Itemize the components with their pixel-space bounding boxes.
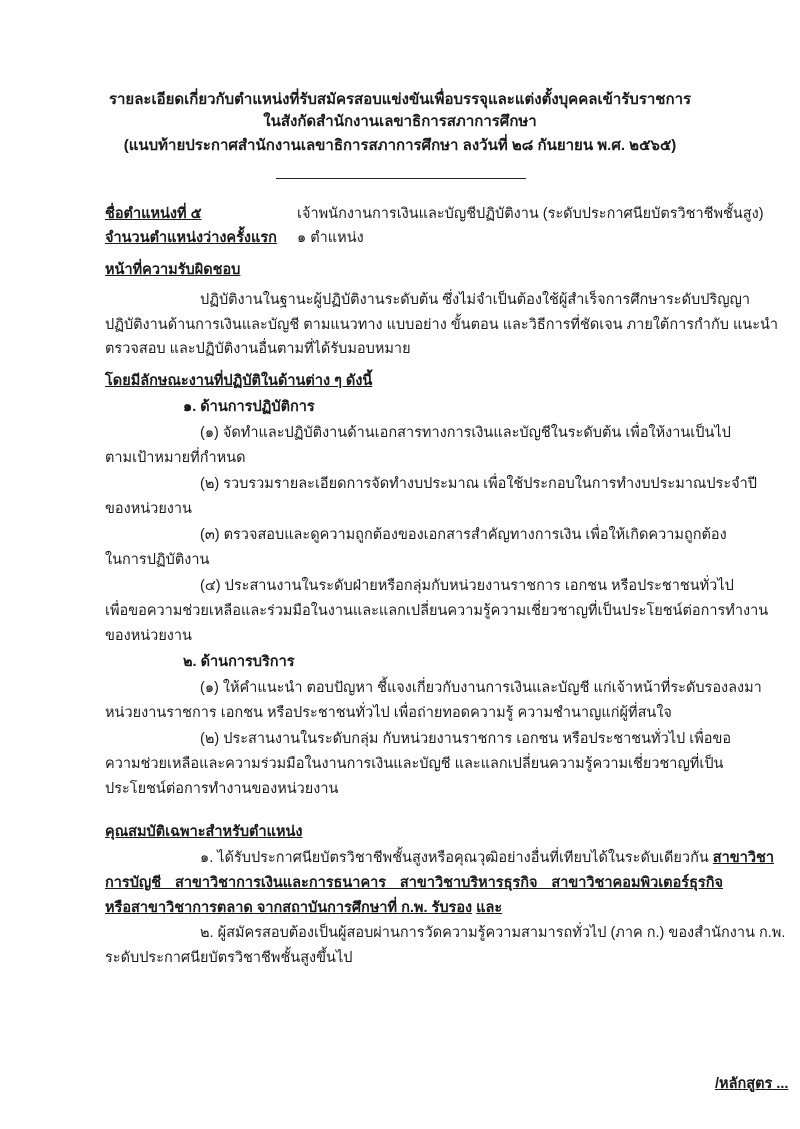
qualification-field: สาขาวิชา bbox=[712, 850, 774, 866]
operations-item: เพื่อขอความช่วยเหลือและร่วมมือในงานและแลกเปลี่ยนความรู้ความเชี่ยวชาญที่เป็นประโยชน์ต่อการทำงาน bbox=[105, 603, 769, 619]
operations-item: ของหน่วยงาน bbox=[105, 501, 192, 517]
tasks-heading: โดยมีลักษณะงานที่ปฏิบัติในด้านต่าง ๆ ดังนี้ bbox=[105, 373, 373, 389]
services-item: ประโยชน์ต่อการทำงานของหน่วยงาน bbox=[105, 781, 339, 797]
document-subtitle: ในสังกัดสำนักงานเลขาธิการสภาการศึกษา bbox=[263, 113, 537, 130]
operations-heading: ๑. ด้านการปฏิบัติการ bbox=[183, 399, 315, 415]
qualification-text: ๑. ได้รับประกาศนียบัตรวิชาชีพชั้นสูงหรือคุณวุฒิอย่างอื่นที่เทียบได้ในระดับเดียวกัน bbox=[200, 850, 713, 866]
vacancy-count-value: ๑ ตำแหน่ง bbox=[297, 230, 364, 246]
announcement-reference: (แนบท้ายประกาศสำนักงานเลขาธิการสภาการศึกษา ลงวันที่ ๒๘ กันยายน พ.ศ. ๒๕๖๕) bbox=[123, 137, 677, 154]
qualification-line: ๒. ผู้สมัครสอบต้องเป็นผู้สอบผ่านการวัดความรู้ความสามารถทั่วไป (ภาค ก.) ของสำนักงาน ก.พ. bbox=[200, 925, 786, 941]
duties-line: ตรวจสอบ และปฏิบัติงานอื่นตามที่ได้รับมอบหมาย bbox=[105, 341, 411, 357]
position-name-label: ชื่อตำแหน่งที่ ๕ bbox=[105, 206, 202, 222]
operations-item: ของหน่วยงาน bbox=[105, 628, 192, 644]
services-heading: ๒. ด้านการบริการ bbox=[183, 654, 295, 670]
services-item: (๑) ให้คำแนะนำ ตอบปัญหา ชี้แจงเกี่ยวกับงานการเงินและบัญชี แก่เจ้าหน้าที่ระดับรองลงมา bbox=[200, 680, 762, 696]
operations-item: (๓) ตรวจสอบและดูความถูกต้องของเอกสารสำคัญทางการเงิน เพื่อให้เกิดความถูกต้อง bbox=[200, 527, 727, 543]
duties-line: ปฏิบัติงานด้านการเงินและบัญชี ตามแนวทาง แบบอย่าง ขั้นตอน และวิธีการที่ชัดเจน ภายใต้การกำกับ แนะนำ bbox=[105, 317, 779, 333]
qualification-line: การบัญชี สาขาวิชาการเงินและการธนาคาร สาขาวิชาบริหารธุรกิจ สาขาวิชาคอมพิวเตอร์ธุรกิจ bbox=[105, 875, 723, 891]
operations-item: ตามเป้าหมายที่กำหนด bbox=[105, 450, 246, 466]
position-name-value: เจ้าพนักงานการเงินและบัญชีปฏิบัติงาน (ระดับประกาศนียบัตรวิชาชีพชั้นสูง) bbox=[297, 206, 764, 222]
services-item: (๒) ประสานงานในระดับกลุ่ม กับหน่วยงานราชการ เอกชน หรือประชาชนทั่วไป เพื่อขอ bbox=[200, 731, 732, 747]
qualification-field: หรือสาขาวิชาการตลาด จากสถาบันการศึกษาที่ ก.พ. รับรอง bbox=[105, 900, 473, 916]
title-divider bbox=[276, 178, 526, 179]
qualification-and: และ bbox=[476, 900, 503, 916]
document-title: รายละเอียดเกี่ยวกับตำแหน่งที่รับสมัครสอบแข่งขันเพื่อบรรจุและแต่งตั้งบุคคลเข้ารับราชการ bbox=[108, 91, 692, 108]
operations-item: (๒) รวบรวมรายละเอียดการจัดทำงบประมาณ เพื่อใช้ประกอบในการทำงบประมาณประจำปี bbox=[200, 476, 757, 492]
qualifications-heading: คุณสมบัติเฉพาะสำหรับตำแหน่ง bbox=[105, 824, 303, 840]
services-item: หน่วยงานราชการ เอกชน หรือประชาชนทั่วไป เพื่อถ่ายทอดความรู้ ความชำนาญแก่ผู้ที่สนใจ bbox=[105, 705, 672, 721]
continued-marker: /หลักสูตร ... bbox=[715, 1076, 789, 1092]
operations-item: ในการปฏิบัติงาน bbox=[105, 552, 210, 568]
vacancy-count-label: จำนวนตำแหน่งว่างครั้งแรก bbox=[105, 230, 277, 246]
qualification-line: ระดับประกาศนียบัตรวิชาชีพชั้นสูงขึ้นไป bbox=[105, 950, 353, 966]
qualification-line bbox=[200, 848, 774, 868]
duties-line: ปฏิบัติงานในฐานะผู้ปฏิบัติงานระดับต้น ซึ่งไม่จำเป็นต้องใช้ผู้สำเร็จการศึกษาระดับปริญญา bbox=[200, 292, 751, 308]
qualification-line bbox=[105, 898, 502, 918]
services-item: ความช่วยเหลือและความร่วมมือในงานการเงินและบัญชี และแลกเปลี่ยนความรู้ความเชี่ยวชาญที่เป็น bbox=[105, 756, 724, 772]
operations-item: (๔) ประสานงานในระดับฝ่ายหรือกลุ่มกับหน่วยงานราชการ เอกชน หรือประชาชนทั่วไป bbox=[200, 578, 734, 594]
duties-heading: หน้าที่ความรับผิดชอบ bbox=[105, 262, 241, 278]
operations-item: (๑) จัดทำและปฏิบัติงานด้านเอกสารทางการเงินและบัญชีในระดับต้น เพื่อให้งานเป็นไป bbox=[200, 425, 731, 441]
